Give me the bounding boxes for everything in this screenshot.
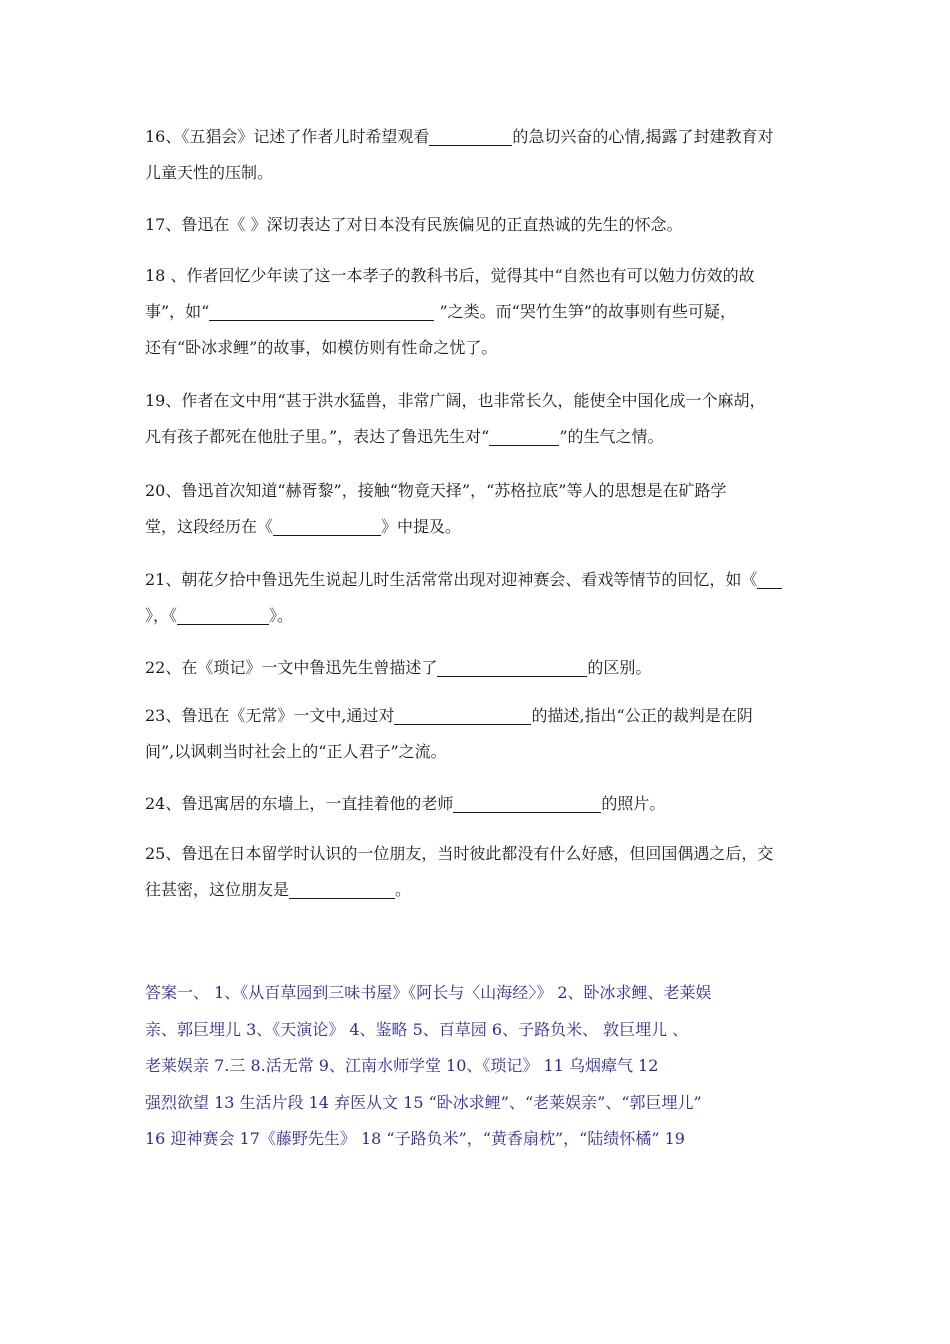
q23-text-b: 的描述,指出“公正的裁判是在阴 bbox=[531, 706, 753, 725]
q22-blank[interactable] bbox=[437, 658, 587, 677]
q20-blank[interactable] bbox=[273, 517, 381, 536]
q21-blank-1[interactable] bbox=[757, 570, 782, 589]
q19-text-b: ”的生气之情。 bbox=[559, 427, 664, 446]
q24-text-a: 24、鲁迅寓居的东墙上，一直挂着他的老师 bbox=[145, 794, 454, 813]
q20-text-a: 堂，这段经历在《 bbox=[145, 517, 274, 536]
q18-line-3: 还有“卧冰求鲤”的故事，如模仿则有性命之忧了。 bbox=[145, 338, 498, 357]
q21-text-b: 》，《 bbox=[145, 606, 178, 625]
q23-blank[interactable] bbox=[394, 706, 531, 725]
q21-text-a: 21、朝花夕拾中鲁迅先生说起儿时生活常常出现对迎神赛会、看戏等情节的回忆，如《 bbox=[145, 570, 758, 589]
q25-blank[interactable] bbox=[289, 880, 395, 899]
q22-text-b: 的区别。 bbox=[587, 658, 652, 677]
question-21 bbox=[145, 562, 815, 634]
answer-line-2: 亲、郭巨埋儿 3、《天演论》 4、鉴略 5、百草园 6、子路负米、 敦巨埋儿 、 bbox=[145, 1019, 689, 1039]
q19-line-1: 19、作者在文中用“甚于洪水猛兽，非常广阔，也非常长久，能使全中国化成一个麻胡， bbox=[145, 391, 766, 410]
q19-blank[interactable] bbox=[489, 427, 559, 446]
q18-line-1: 18 、作者回忆少年读了这一本孝子的教科书后，觉得其中“自然也有可以勉力仿效的故 bbox=[145, 266, 755, 285]
q20-line-1: 20、鲁迅首次知道“赫胥黎”，接触“物竟天择”，“苏格拉底”等人的思想是在矿路学 bbox=[145, 481, 727, 500]
q21-blank-2[interactable] bbox=[177, 606, 269, 625]
question-23 bbox=[145, 698, 815, 770]
answer-line-4: 强烈欲望 13 生活片段 14 弃医从文 15 “卧冰求鲤”、“老莱娱亲”、“郭巨埋儿” bbox=[145, 1092, 702, 1112]
q25-line-1: 25、鲁迅在日本留学时认识的一位朋友，当时彼此都没有什么好感，但回国偶遇之后，交 bbox=[145, 844, 774, 863]
q23-text-a: 23、鲁迅在《无常》一文中,通过对 bbox=[145, 706, 395, 725]
answer-line-5: 16 迎神赛会 17《藤野先生》 18 “子路负米”，“黄香扇枕”，“陆绩怀橘” 19 bbox=[145, 1129, 685, 1148]
answer-line-3: 老莱娱亲 7.三 8.活无常 9、江南水师学堂 10、《琐记》 11 乌烟瘴气 12 bbox=[145, 1056, 659, 1075]
question-18 bbox=[145, 258, 815, 366]
question-24 bbox=[145, 786, 815, 822]
q18-text-b: ”之类。而“哭竹生笋”的故事则有些可疑， bbox=[434, 302, 737, 321]
q23-line-2: 间”,以讽刺当时社会上的“正人君子”之流。 bbox=[145, 742, 447, 761]
q25-text-a: 往甚密，这位朋友是 bbox=[145, 880, 290, 899]
q24-text-b: 的照片。 bbox=[601, 794, 666, 813]
q16-text-b: 的急切兴奋的心情,揭露了封建教育对 bbox=[512, 127, 774, 146]
q18-text-a: 事”，如“ bbox=[145, 302, 210, 321]
q25-text-b: 。 bbox=[395, 880, 412, 899]
q17-line-1: 17、鲁迅在《 》深切表达了对日本没有民族偏见的正直热诚的先生的怀念。 bbox=[145, 215, 683, 234]
q19-text-a: 凡有孩子都死在他肚子里。”，表达了鲁迅先生对“ bbox=[145, 427, 490, 446]
q16-text-a: 16、《五猖会》记述了作者儿时希望观看 bbox=[145, 127, 430, 146]
q20-text-b: 》中提及。 bbox=[381, 517, 462, 536]
answer-key bbox=[145, 975, 825, 1158]
answer-line-1: 答案一、 1、《从百草园到三味书屋》《阿长与〈山海经〉》 2、卧冰求鲤、老莱娱 bbox=[145, 983, 712, 1002]
question-20 bbox=[145, 473, 815, 545]
q18-blank[interactable] bbox=[209, 302, 434, 321]
q16-blank[interactable] bbox=[429, 127, 512, 146]
q21-text-c: 》。 bbox=[269, 606, 294, 625]
q16-line-2: 儿童天性的压制。 bbox=[145, 163, 274, 182]
q22-text-a: 22、在《琐记》一文中鲁迅先生曾描述了 bbox=[145, 658, 438, 677]
question-22 bbox=[145, 650, 815, 686]
question-16 bbox=[145, 119, 815, 191]
question-17 bbox=[145, 207, 815, 243]
question-19 bbox=[145, 383, 815, 455]
question-25 bbox=[145, 836, 815, 908]
q24-blank[interactable] bbox=[453, 794, 601, 813]
